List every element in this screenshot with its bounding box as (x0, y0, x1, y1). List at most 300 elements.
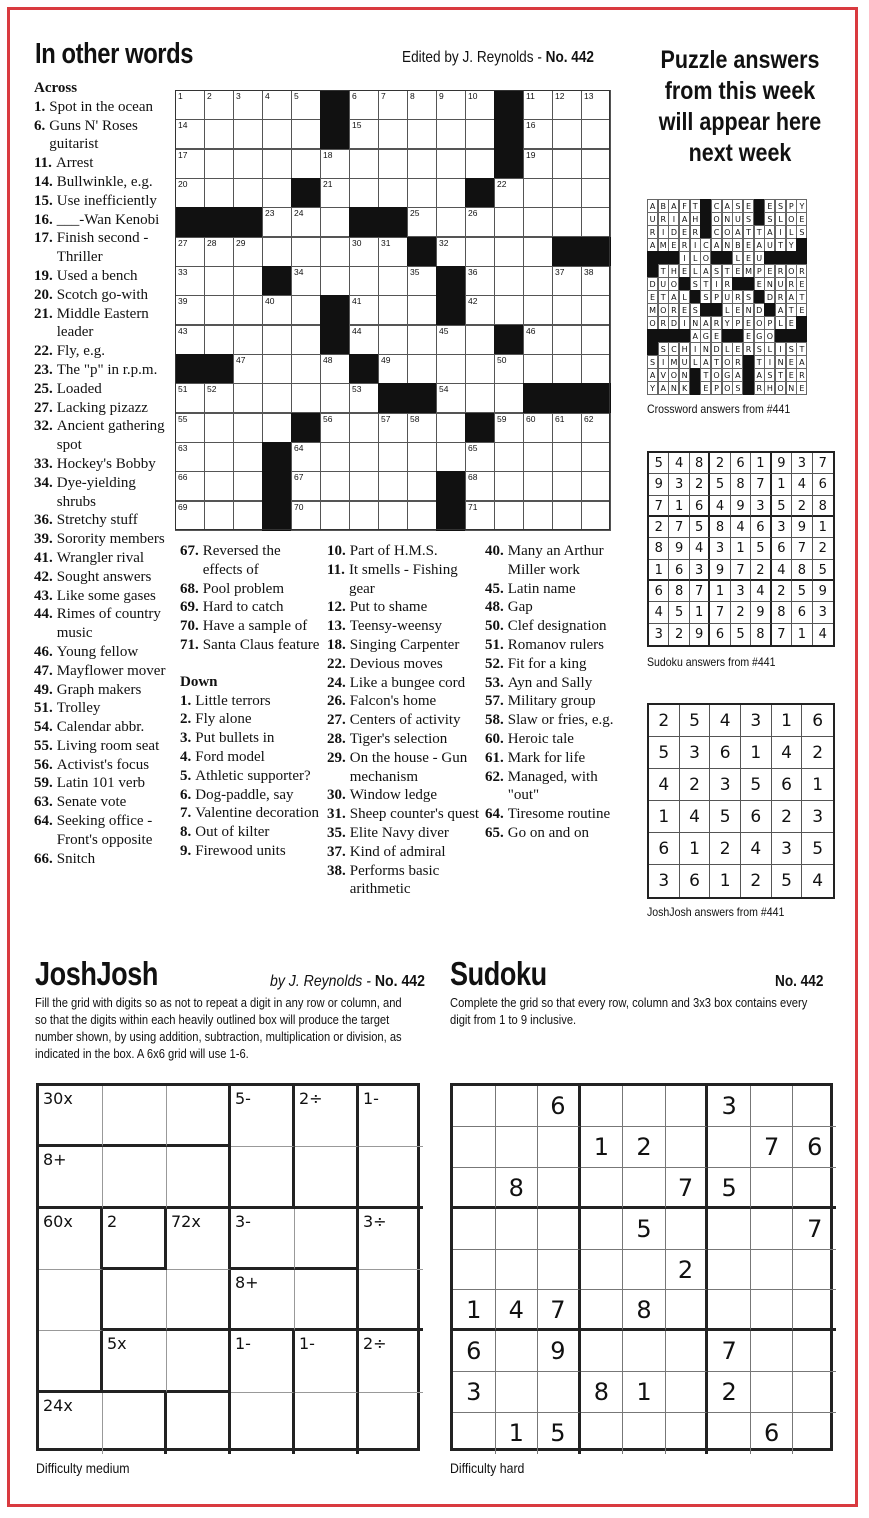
solution-digit: 8 (690, 453, 710, 474)
answer-letter: N (722, 212, 733, 226)
clues-column-4 (485, 542, 621, 843)
sudoku-cell[interactable] (666, 1331, 709, 1372)
answer-letter: A (647, 199, 658, 213)
answer-letter: S (786, 342, 797, 356)
clue (34, 455, 172, 474)
given-digit: 2 (677, 1255, 694, 1284)
solution-digit: 3 (802, 801, 833, 833)
sudoku-cell[interactable] (453, 1250, 496, 1291)
clue-text: Stretchy stuff (56, 512, 138, 529)
sudoku-instructions: Complete the grid so that every row, column and 3x3 box contains every digit from 1 to 9 inclusive. (450, 995, 808, 1027)
cell-number: 50 (497, 355, 507, 365)
sudoku-cell[interactable] (538, 1086, 581, 1127)
sudoku-cell[interactable] (581, 1168, 624, 1209)
clue (327, 786, 482, 805)
sudoku-cell[interactable] (453, 1086, 496, 1127)
solution-digit: 2 (751, 560, 771, 581)
solution-digit: 9 (649, 474, 669, 495)
clue (180, 692, 322, 711)
sudoku-cell[interactable] (581, 1209, 624, 1250)
sudoku-cell[interactable] (793, 1372, 836, 1413)
cell-number: 3 (236, 91, 241, 101)
answer-letter: S (658, 342, 669, 356)
sudoku-cell[interactable] (623, 1290, 666, 1331)
sudoku-cell[interactable] (708, 1168, 751, 1209)
sudoku-cell[interactable] (453, 1127, 496, 1168)
sudoku-cell[interactable] (666, 1086, 709, 1127)
joshjosh-cell[interactable] (295, 1270, 359, 1331)
clue-number: 39. (34, 531, 53, 548)
given-digit: 6 (550, 1092, 566, 1120)
answer-letter: I (679, 251, 690, 265)
answer-letter: E (743, 316, 754, 330)
answer-letter: S (743, 290, 754, 304)
black-square (711, 251, 722, 265)
solution-digit: 2 (649, 517, 669, 538)
sudoku-cell[interactable] (538, 1372, 581, 1413)
editor-credit (402, 49, 594, 67)
given-digit: 1 (636, 1378, 652, 1407)
sudoku-cell[interactable] (538, 1250, 581, 1291)
clue-number: 66. (34, 850, 53, 867)
sudoku-cell[interactable] (793, 1250, 836, 1291)
clue (485, 749, 621, 768)
sudoku-cell[interactable] (453, 1168, 496, 1209)
joshjosh-cell[interactable] (359, 1393, 423, 1454)
solution-digit: 5 (772, 496, 792, 517)
answer-letter: G (722, 368, 733, 382)
sudoku-cell[interactable] (666, 1127, 709, 1168)
clue-number: 27. (34, 399, 53, 416)
clue-number: 9. (180, 842, 192, 859)
answer-letter: O (711, 368, 722, 382)
solution-digit: 3 (741, 705, 772, 737)
answer-letter: E (647, 290, 658, 304)
solution-digit: 9 (813, 581, 833, 602)
cell-number: 71 (468, 501, 478, 512)
black-square (647, 329, 658, 343)
clue-text: Little terrors (195, 692, 271, 709)
answer-letter: I (764, 355, 775, 369)
sudoku-cell[interactable] (793, 1209, 836, 1250)
cage-clue: 2÷ (299, 1089, 323, 1108)
joshjosh-cell[interactable] (167, 1086, 231, 1147)
solution-digit: 2 (710, 453, 730, 474)
clue-text: Tiresome routine (507, 806, 611, 823)
clue (34, 474, 172, 512)
sudoku-cell[interactable] (453, 1331, 496, 1372)
answer-letter: C (700, 238, 711, 252)
sudoku-grid[interactable] (450, 1083, 833, 1451)
answer-letter: A (679, 212, 690, 226)
answer-letter: U (764, 238, 775, 252)
answer-letter: U (754, 251, 765, 265)
solution-digit: 5 (669, 602, 689, 623)
sudoku-cell[interactable] (793, 1127, 836, 1168)
given-digit: 2 (721, 1378, 737, 1407)
joshjosh-difficulty: Difficulty medium (36, 1460, 130, 1476)
answer-letter: R (743, 342, 754, 356)
joshjosh-grid[interactable] (36, 1083, 420, 1451)
solution-digit: 5 (649, 737, 680, 769)
sudoku-cell[interactable] (793, 1413, 836, 1454)
answer-letter: M (743, 264, 754, 278)
sudoku-cell[interactable] (666, 1168, 709, 1209)
solution-digit: 9 (731, 496, 751, 517)
sudoku-cell[interactable] (751, 1086, 794, 1127)
solution-digit: 4 (690, 538, 710, 559)
sudoku-cell[interactable] (581, 1372, 624, 1413)
sudoku-cell[interactable] (751, 1331, 794, 1372)
page-title: In other words (35, 38, 194, 70)
sudoku-difficulty: Difficulty hard (450, 1460, 525, 1476)
sudoku-cell[interactable] (496, 1086, 539, 1127)
clue-text: Put bullets in (195, 730, 275, 747)
given-digit: 6 (807, 1132, 823, 1161)
answer-letter: E (796, 212, 807, 226)
sudoku-cell[interactable] (623, 1372, 666, 1413)
clue (327, 542, 482, 561)
answer-letter: E (700, 381, 711, 395)
clue-text: Mayflower mover (56, 662, 166, 679)
answer-letter: P (711, 381, 722, 395)
solution-digit: 9 (751, 602, 771, 623)
sudoku-cell[interactable] (793, 1331, 836, 1372)
down-heading: Down (180, 673, 218, 690)
sudoku-cell[interactable] (751, 1209, 794, 1250)
cell-number: 33 (178, 267, 188, 277)
sudoku-cell[interactable] (623, 1413, 666, 1454)
joshjosh-cell[interactable] (39, 1331, 103, 1392)
answer-letter: P (711, 290, 722, 304)
clue-number: 35. (327, 824, 346, 841)
clue-text: Dye-yielding shrubs (56, 474, 136, 510)
sudoku-cell[interactable] (708, 1290, 751, 1331)
answer-letter: T (700, 277, 711, 291)
sudoku-cell[interactable] (496, 1413, 539, 1454)
joshjosh-answers-caption: JoshJosh answers from #441 (647, 905, 785, 919)
cell-number: 31 (381, 237, 391, 248)
clue-text: Rimes of country music (56, 606, 161, 642)
sudoku-number: No. 442 (775, 973, 824, 990)
sudoku-cell[interactable] (666, 1250, 709, 1291)
joshjosh-cell[interactable] (295, 1147, 359, 1208)
black-square (690, 290, 701, 304)
solution-digit: 1 (802, 769, 833, 801)
sudoku-cell[interactable] (708, 1331, 751, 1372)
sudoku-cell[interactable] (623, 1086, 666, 1127)
answer-letter: E (796, 303, 807, 317)
cell-number: 67 (294, 472, 304, 483)
solution-digit: 3 (649, 624, 669, 645)
joshjosh-cell[interactable] (39, 1270, 103, 1331)
clue (327, 561, 482, 599)
sudoku-cell[interactable] (751, 1290, 794, 1331)
clue (327, 692, 482, 711)
cell-number: 13 (584, 91, 594, 101)
solution-digit: 1 (751, 453, 771, 474)
clue-number: 45. (485, 580, 504, 597)
clue-text: Centers of activity (349, 712, 461, 729)
cell-number: 23 (265, 208, 275, 219)
answer-letter: Y (647, 381, 658, 395)
joshjosh-cell[interactable] (103, 1086, 167, 1147)
sudoku-cell[interactable] (581, 1127, 624, 1168)
clue (180, 729, 322, 748)
clue-number: 41. (34, 549, 53, 566)
solution-digit: 3 (710, 538, 730, 559)
solution-digit: 5 (649, 453, 669, 474)
cage-clue: 5x (107, 1334, 127, 1354)
answer-letter: E (732, 264, 743, 278)
answer-letter: B (658, 199, 669, 213)
clue (34, 643, 172, 662)
cell-number: 64 (294, 443, 304, 453)
sudoku-cell[interactable] (751, 1413, 794, 1454)
solution-digit: 1 (710, 865, 741, 897)
black-square (764, 251, 775, 265)
answer-letter: O (722, 381, 733, 395)
clue (327, 711, 482, 730)
clue (34, 737, 172, 756)
sudoku-cell[interactable] (453, 1372, 496, 1413)
joshjosh-cell[interactable] (359, 1147, 423, 1208)
clue (180, 617, 322, 636)
answer-letter: H (668, 264, 679, 278)
joshjosh-cell[interactable] (167, 1393, 231, 1454)
sudoku-cell[interactable] (708, 1250, 751, 1291)
sudoku-cell[interactable] (623, 1331, 666, 1372)
solution-digit: 4 (818, 626, 827, 642)
sudoku-cell[interactable] (666, 1290, 709, 1331)
joshjosh-cell[interactable] (359, 1270, 423, 1331)
joshjosh-cell[interactable] (167, 1331, 231, 1392)
clue-text: Hard to catch (202, 599, 284, 616)
clue-number: 2. (180, 711, 192, 728)
answer-letter: R (722, 277, 733, 291)
clue-text: Put to shame (349, 599, 428, 616)
solution-digit: 2 (680, 769, 711, 801)
cell-number: 58 (410, 413, 420, 424)
sudoku-cell[interactable] (538, 1168, 581, 1209)
answer-letter: D (647, 277, 658, 291)
clue (180, 823, 322, 842)
solution-digit: 4 (731, 517, 751, 538)
sudoku-cell[interactable] (453, 1290, 496, 1331)
answer-letter: R (668, 303, 679, 317)
sudoku-cell[interactable] (708, 1413, 751, 1454)
sudoku-cell[interactable] (538, 1127, 581, 1168)
clue-text: Pool problem (202, 580, 284, 597)
answer-letter: K (679, 381, 690, 395)
solution-digit: 6 (649, 581, 669, 602)
answer-letter: R (647, 225, 658, 239)
answer-letter: E (711, 329, 722, 343)
sudoku-cell[interactable] (453, 1413, 496, 1454)
sudoku-cell[interactable] (751, 1250, 794, 1291)
clue-text: Graph makers (56, 681, 142, 698)
sudoku-cell[interactable] (793, 1086, 836, 1127)
sudoku-cell[interactable] (538, 1331, 581, 1372)
sudoku-cell[interactable] (623, 1209, 666, 1250)
cell-number: 16 (526, 120, 536, 131)
clue-number: 34. (34, 474, 53, 491)
answer-letter: U (658, 277, 669, 291)
solution-digit: 3 (669, 474, 689, 495)
clue-text: On the house - Gun mechanism (349, 749, 468, 785)
solution-digit: 7 (792, 538, 812, 559)
sudoku-cell[interactable] (538, 1209, 581, 1250)
sudoku-cell[interactable] (751, 1168, 794, 1209)
solution-digit: 8 (751, 624, 771, 645)
cage-clue: 5- (235, 1089, 251, 1108)
clue-number: 32. (34, 418, 53, 435)
answer-letter: A (732, 225, 743, 239)
clue-number: 51. (485, 636, 504, 653)
sudoku-cell[interactable] (666, 1372, 709, 1413)
solution-digit: 8 (669, 581, 689, 602)
clue-number: 22. (34, 343, 53, 360)
answer-letter: L (690, 264, 701, 278)
clue-text: Latin 101 verb (56, 775, 146, 792)
clue (180, 748, 322, 767)
clue (34, 211, 172, 230)
clue-text: Like some gases (56, 587, 156, 604)
sudoku-cell[interactable] (666, 1209, 709, 1250)
joshjosh-cell[interactable] (231, 1393, 295, 1454)
answer-letter: E (732, 303, 743, 317)
clue-text: Heroic tale (507, 730, 574, 747)
clue-text: Fly alone (195, 711, 252, 728)
sudoku-cell[interactable] (708, 1209, 751, 1250)
answer-letter: A (647, 238, 658, 252)
clue-text: Firewood units (195, 842, 286, 859)
cage-clue: 1- (235, 1334, 251, 1354)
answer-letter: E (764, 264, 775, 278)
joshjosh-cell[interactable] (103, 1270, 167, 1331)
clues-column-3 (327, 542, 482, 899)
black-square (775, 329, 786, 343)
solution-digit: 1 (772, 474, 792, 495)
answer-letter: U (722, 290, 733, 304)
cell-number: 4 (265, 91, 270, 101)
sudoku-cell[interactable] (581, 1290, 624, 1331)
clue-text: Loaded (56, 380, 102, 397)
answer-letter: G (754, 329, 765, 343)
solution-digit: 8 (813, 496, 833, 517)
sudoku-cell[interactable] (623, 1168, 666, 1209)
sudoku-cell[interactable] (581, 1250, 624, 1291)
sudoku-cell[interactable] (793, 1168, 836, 1209)
sudoku-cell[interactable] (453, 1209, 496, 1250)
black-square (743, 355, 754, 369)
clue-text: Ancient gathering spot (56, 418, 165, 454)
joshjosh-cell[interactable] (103, 1393, 167, 1454)
joshjosh-cell[interactable] (103, 1147, 167, 1208)
sudoku-cell[interactable] (496, 1209, 539, 1250)
clue (485, 692, 621, 711)
sudoku-cell[interactable] (496, 1290, 539, 1331)
clue-number: 40. (485, 543, 504, 559)
sudoku-cell[interactable] (581, 1413, 624, 1454)
sudoku-cell[interactable] (751, 1127, 794, 1168)
answer-letter: I (658, 355, 669, 369)
joshjosh-cell[interactable] (295, 1209, 359, 1270)
solution-digit: 3 (792, 453, 812, 474)
sudoku-cell[interactable] (496, 1250, 539, 1291)
clue-text: Sought answers (56, 568, 152, 585)
sudoku-cell[interactable] (496, 1372, 539, 1413)
answer-letter: R (775, 264, 786, 278)
answer-letter: A (786, 290, 797, 304)
joshjosh-cell[interactable] (231, 1147, 295, 1208)
answer-letter: L (722, 342, 733, 356)
joshjosh-cell[interactable] (167, 1147, 231, 1208)
sudoku-cell[interactable] (623, 1250, 666, 1291)
solution-digit: 4 (680, 801, 711, 833)
sudoku-cell[interactable] (538, 1413, 581, 1454)
cell-number: 19 (526, 149, 536, 160)
joshjosh-cell[interactable] (167, 1270, 231, 1331)
given-digit: 3 (466, 1378, 482, 1407)
answer-letter: L (732, 251, 743, 265)
sudoku-cell[interactable] (538, 1290, 581, 1331)
clue (34, 173, 172, 192)
black-square (679, 329, 690, 343)
solution-digit: 8 (731, 474, 751, 495)
clue-text: Have a sample of (202, 618, 308, 635)
black-square (732, 329, 743, 343)
answer-letter: N (700, 342, 711, 356)
cell-number: 47 (236, 355, 246, 365)
solution-digit: 1 (690, 602, 710, 623)
solution-digit: 9 (690, 624, 710, 645)
joshjosh-cell[interactable] (295, 1393, 359, 1454)
sudoku-cell[interactable] (708, 1372, 751, 1413)
sudoku-cell[interactable] (666, 1413, 709, 1454)
cell-number: 32 (439, 237, 449, 248)
sudoku-cell[interactable] (708, 1127, 751, 1168)
cell-number: 70 (294, 501, 304, 512)
clue-text: Like a bungee cord (349, 674, 466, 691)
solution-digit: 6 (792, 602, 812, 623)
clue-number: 38. (327, 862, 346, 879)
sudoku-cell[interactable] (496, 1331, 539, 1372)
clue-number: 11. (327, 561, 345, 578)
answer-letter: E (743, 238, 754, 252)
sudoku-cell[interactable] (496, 1168, 539, 1209)
sudoku-cell[interactable] (751, 1372, 794, 1413)
sudoku-cell[interactable] (581, 1086, 624, 1127)
sudoku-cell[interactable] (623, 1127, 666, 1168)
clue-text: Elite Navy diver (349, 824, 449, 841)
clue-number: 28. (327, 730, 346, 747)
sudoku-cell[interactable] (581, 1331, 624, 1372)
given-digit: 7 (764, 1132, 780, 1161)
crossword-grid[interactable] (175, 90, 610, 530)
sudoku-cell[interactable] (496, 1127, 539, 1168)
answer-letter: R (732, 290, 743, 304)
sudoku-cell[interactable] (708, 1086, 751, 1127)
cell-number: 11 (526, 91, 535, 101)
down-continued-2 (485, 542, 621, 843)
sudoku-cell[interactable] (793, 1290, 836, 1331)
answer-letter: N (690, 316, 701, 330)
answer-letter: L (690, 251, 701, 265)
clue (180, 842, 322, 861)
answer-letter: M (647, 303, 658, 317)
solution-digit: 2 (792, 496, 812, 517)
